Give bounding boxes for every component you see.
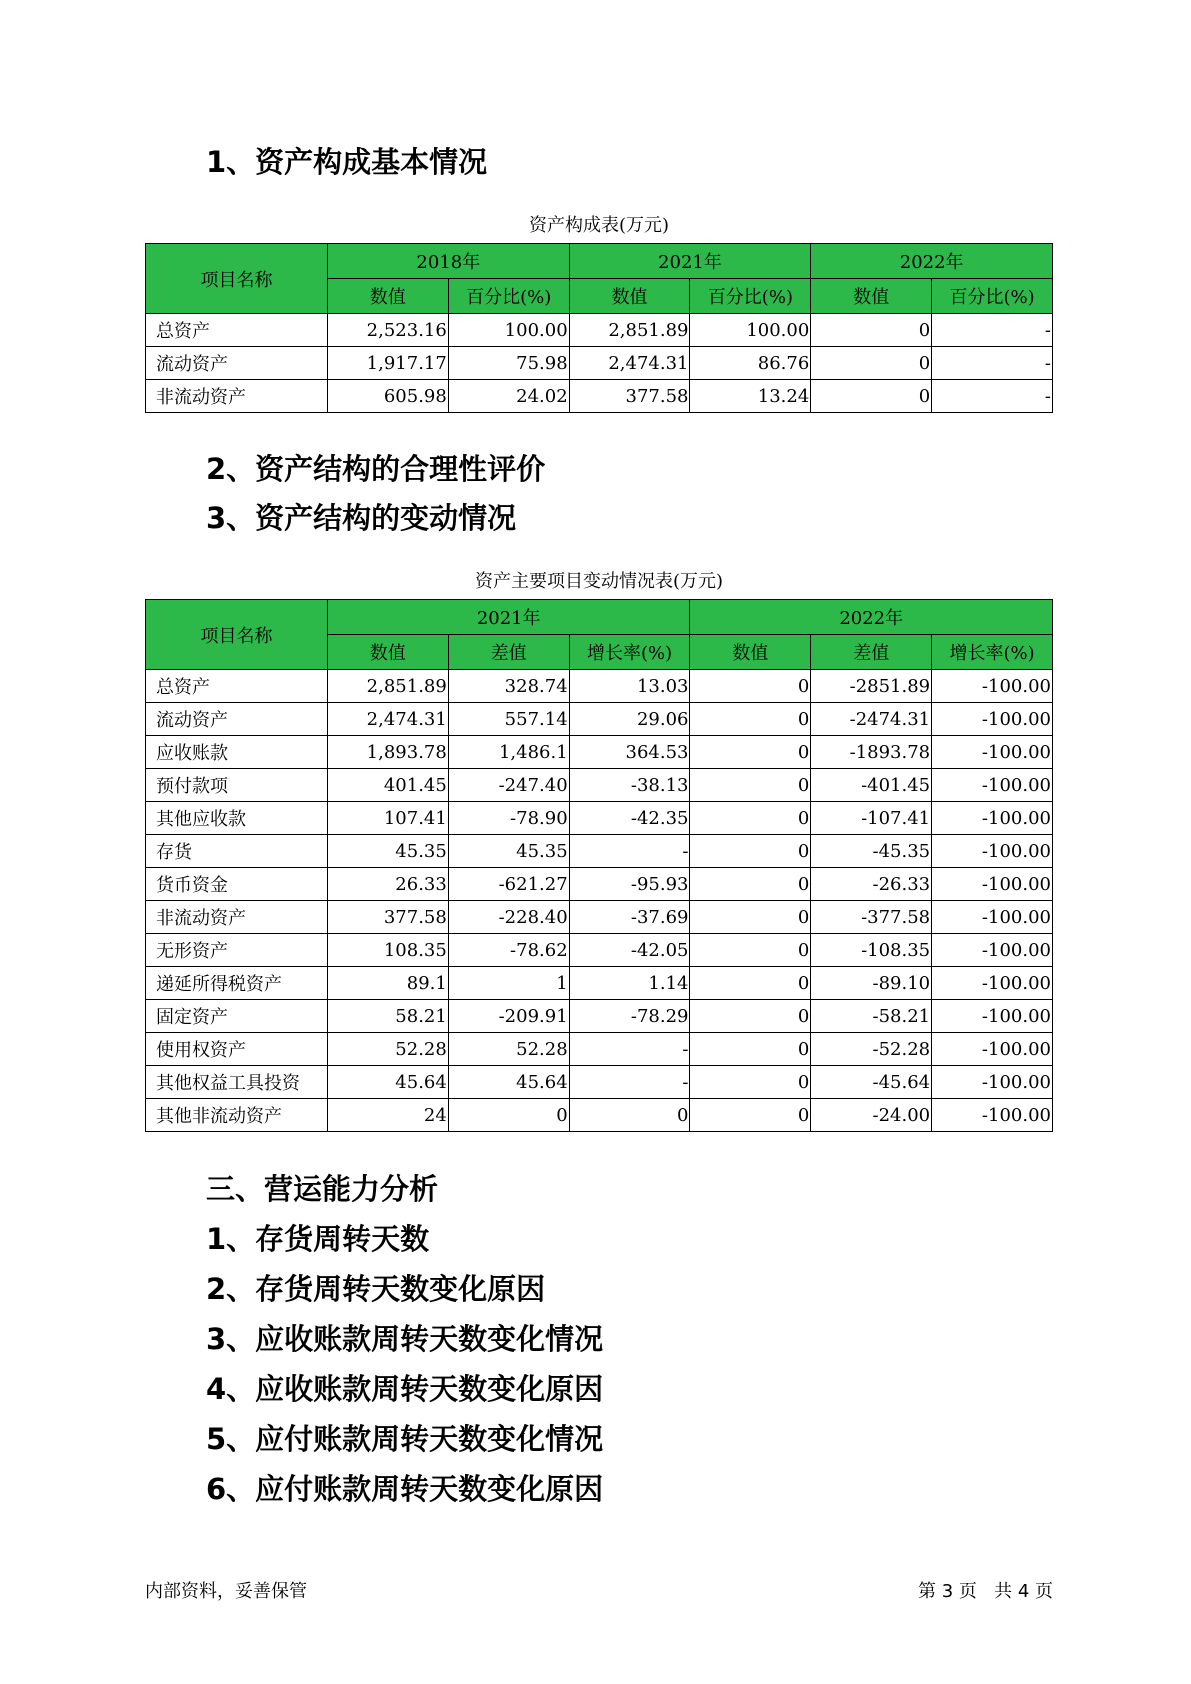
table-cell: 0 [448, 1099, 569, 1132]
table2-caption: 资产主要项目变动情况表(万元) [474, 571, 724, 592]
section-heading-payable-turnover-change: 5、应付账款周转天数变化情况 [206, 1422, 604, 1456]
column-header-year: 2022年 [690, 600, 1053, 635]
row-item-name: 其他非流动资产 [146, 1099, 328, 1132]
table-row [146, 868, 1053, 901]
table-cell: 401.45 [328, 769, 449, 802]
table-cell: -89.10 [811, 967, 932, 1000]
table-cell: 1,486.1 [448, 736, 569, 769]
table-cell: -100.00 [932, 736, 1053, 769]
table-cell: 13.03 [569, 670, 690, 703]
column-header-year: 2022年 [811, 244, 1053, 279]
table-cell: 100.00 [690, 314, 811, 347]
table-cell: 107.41 [328, 802, 449, 835]
table-cell: 0 [690, 703, 811, 736]
column-header-percent: 百分比(%) [690, 279, 811, 314]
column-header-year: 2018年 [328, 244, 570, 279]
table-cell: -377.58 [811, 901, 932, 934]
row-item-name: 应收账款 [146, 736, 328, 769]
row-item-name: 无形资产 [146, 934, 328, 967]
table-cell: -228.40 [448, 901, 569, 934]
column-header-item-name: 项目名称 [146, 244, 328, 314]
asset-composition-table [145, 243, 1053, 413]
table-cell: 29.06 [569, 703, 690, 736]
column-header-value: 数值 [690, 635, 811, 670]
row-item-name: 使用权资产 [146, 1033, 328, 1066]
table-cell: 52.28 [448, 1033, 569, 1066]
section-heading-structure-change: 3、资产结构的变动情况 [206, 501, 517, 535]
table-row [146, 670, 1053, 703]
table-cell: 0 [690, 967, 811, 1000]
table-cell: 13.24 [690, 380, 811, 413]
table-cell: 108.35 [328, 934, 449, 967]
table-cell: 58.21 [328, 1000, 449, 1033]
table-cell: 0 [811, 347, 932, 380]
section-heading-receivable-turnover-reason: 4、应收账款周转天数变化原因 [206, 1372, 604, 1406]
table-cell: 86.76 [690, 347, 811, 380]
table-cell: 2,851.89 [569, 314, 690, 347]
table-cell: -100.00 [932, 802, 1053, 835]
table-cell: -26.33 [811, 868, 932, 901]
row-item-name: 总资产 [146, 670, 328, 703]
table-cell: -2474.31 [811, 703, 932, 736]
table-cell: 24.02 [448, 380, 569, 413]
column-header-growth-rate: 增长率(%) [569, 635, 690, 670]
table-cell: 0 [690, 868, 811, 901]
table-cell: -209.91 [448, 1000, 569, 1033]
table-cell: -45.35 [811, 835, 932, 868]
table-cell: 0 [690, 736, 811, 769]
table-cell: 0 [811, 380, 932, 413]
table-cell: 0 [690, 1066, 811, 1099]
table-row [146, 380, 1053, 413]
column-header-difference: 差值 [448, 635, 569, 670]
table-cell: -247.40 [448, 769, 569, 802]
table-cell: 1 [448, 967, 569, 1000]
row-item-name: 流动资产 [146, 703, 328, 736]
table-row [146, 1066, 1053, 1099]
table-cell: 45.35 [328, 835, 449, 868]
table-cell: 2,474.31 [569, 347, 690, 380]
table-cell: - [569, 835, 690, 868]
column-header-difference: 差值 [811, 635, 932, 670]
table-cell: -78.29 [569, 1000, 690, 1033]
row-item-name: 其他应收款 [146, 802, 328, 835]
column-header-item-name: 项目名称 [146, 600, 328, 670]
table-cell: 377.58 [569, 380, 690, 413]
table-cell: -100.00 [932, 934, 1053, 967]
table-cell: -2851.89 [811, 670, 932, 703]
table-cell: 1,917.17 [328, 347, 449, 380]
table-cell: 45.64 [328, 1066, 449, 1099]
table-cell: -100.00 [932, 670, 1053, 703]
table-cell: - [569, 1033, 690, 1066]
table-cell: 1.14 [569, 967, 690, 1000]
table-row [146, 736, 1053, 769]
row-item-name: 非流动资产 [146, 380, 328, 413]
table-row [146, 347, 1053, 380]
table-cell: 0 [690, 934, 811, 967]
row-item-name: 货币资金 [146, 868, 328, 901]
row-item-name: 总资产 [146, 314, 328, 347]
row-item-name: 预付款项 [146, 769, 328, 802]
table-row [146, 802, 1053, 835]
table-cell: -37.69 [569, 901, 690, 934]
table-row [146, 835, 1053, 868]
table-cell: 45.35 [448, 835, 569, 868]
table-cell: 605.98 [328, 380, 449, 413]
table-cell: -107.41 [811, 802, 932, 835]
section-heading-asset-composition: 1、资产构成基本情况 [206, 145, 488, 179]
table-cell: 0 [690, 835, 811, 868]
table-cell: - [569, 1066, 690, 1099]
table-cell: -100.00 [932, 703, 1053, 736]
table-cell: -100.00 [932, 967, 1053, 1000]
table-cell: -24.00 [811, 1099, 932, 1132]
table-row [146, 769, 1053, 802]
table-row [146, 934, 1053, 967]
table-cell: 52.28 [328, 1033, 449, 1066]
table-cell: 0 [690, 769, 811, 802]
table-cell: 26.33 [328, 868, 449, 901]
table-cell: -78.90 [448, 802, 569, 835]
table-cell: - [932, 347, 1053, 380]
table-cell: 2,474.31 [328, 703, 449, 736]
section-heading-structure-evaluation: 2、资产结构的合理性评价 [206, 452, 546, 486]
table-cell: 0 [569, 1099, 690, 1132]
table-cell: -58.21 [811, 1000, 932, 1033]
table-cell: -100.00 [932, 901, 1053, 934]
row-item-name: 流动资产 [146, 347, 328, 380]
table-cell: -100.00 [932, 1033, 1053, 1066]
section-heading-inventory-turnover-days: 1、存货周转天数 [206, 1222, 430, 1256]
table-row [146, 1033, 1053, 1066]
table-row [146, 1000, 1053, 1033]
table-cell: 0 [690, 1000, 811, 1033]
column-header-percent: 百分比(%) [932, 279, 1053, 314]
table1-caption: 资产构成表(万元) [528, 215, 670, 236]
table-cell: 377.58 [328, 901, 449, 934]
table-row [146, 901, 1053, 934]
column-header-value: 数值 [328, 279, 449, 314]
table-cell: 557.14 [448, 703, 569, 736]
table-cell: 100.00 [448, 314, 569, 347]
column-header-value: 数值 [569, 279, 690, 314]
table-cell: - [932, 380, 1053, 413]
table-cell: 24 [328, 1099, 449, 1132]
table-cell: 2,523.16 [328, 314, 449, 347]
table-row [146, 967, 1053, 1000]
column-header-growth-rate: 增长率(%) [932, 635, 1053, 670]
table-cell: 364.53 [569, 736, 690, 769]
table-row [146, 703, 1053, 736]
footer-confidential-note: 内部资料，妥善保管 [145, 1581, 307, 1602]
table-cell: -100.00 [932, 769, 1053, 802]
table-cell: -100.00 [932, 1000, 1053, 1033]
table-cell: 0 [690, 1099, 811, 1132]
table-cell: 0 [690, 1033, 811, 1066]
section-heading-receivable-turnover-change: 3、应收账款周转天数变化情况 [206, 1322, 604, 1356]
section-heading-operating-capacity: 三、营运能力分析 [206, 1172, 439, 1206]
column-header-year: 2021年 [569, 244, 811, 279]
section-heading-inventory-turnover-reason: 2、存货周转天数变化原因 [206, 1272, 546, 1306]
table-row [146, 1099, 1053, 1132]
table-cell: -401.45 [811, 769, 932, 802]
table-cell: -42.05 [569, 934, 690, 967]
table-cell: -38.13 [569, 769, 690, 802]
column-header-value: 数值 [328, 635, 449, 670]
table-cell: 0 [690, 901, 811, 934]
row-item-name: 存货 [146, 835, 328, 868]
row-item-name: 非流动资产 [146, 901, 328, 934]
table-cell: 45.64 [448, 1066, 569, 1099]
table-cell: -1893.78 [811, 736, 932, 769]
table-cell: -108.35 [811, 934, 932, 967]
column-header-year: 2021年 [328, 600, 690, 635]
table-cell: -100.00 [932, 1099, 1053, 1132]
table-cell: -45.64 [811, 1066, 932, 1099]
table-cell: 0 [690, 670, 811, 703]
row-item-name: 递延所得税资产 [146, 967, 328, 1000]
table-cell: -52.28 [811, 1033, 932, 1066]
row-item-name: 固定资产 [146, 1000, 328, 1033]
row-item-name: 其他权益工具投资 [146, 1066, 328, 1099]
table-cell: -100.00 [932, 1066, 1053, 1099]
table-row [146, 314, 1053, 347]
table-cell: 328.74 [448, 670, 569, 703]
table-cell: -42.35 [569, 802, 690, 835]
table-cell: 0 [811, 314, 932, 347]
table-cell: 0 [690, 802, 811, 835]
column-header-percent: 百分比(%) [448, 279, 569, 314]
asset-change-table [145, 599, 1053, 1132]
table-cell: -100.00 [932, 868, 1053, 901]
table-cell: 89.1 [328, 967, 449, 1000]
table-cell: - [932, 314, 1053, 347]
table-cell: -78.62 [448, 934, 569, 967]
table-cell: -95.93 [569, 868, 690, 901]
table-cell: 2,851.89 [328, 670, 449, 703]
column-header-value: 数值 [811, 279, 932, 314]
table-cell: -100.00 [932, 835, 1053, 868]
footer-page-number: 第 3 页 共 4 页 [918, 1581, 1053, 1602]
table-cell: -621.27 [448, 868, 569, 901]
table-cell: 1,893.78 [328, 736, 449, 769]
table-cell: 75.98 [448, 347, 569, 380]
section-heading-payable-turnover-reason: 6、应付账款周转天数变化原因 [206, 1472, 604, 1506]
